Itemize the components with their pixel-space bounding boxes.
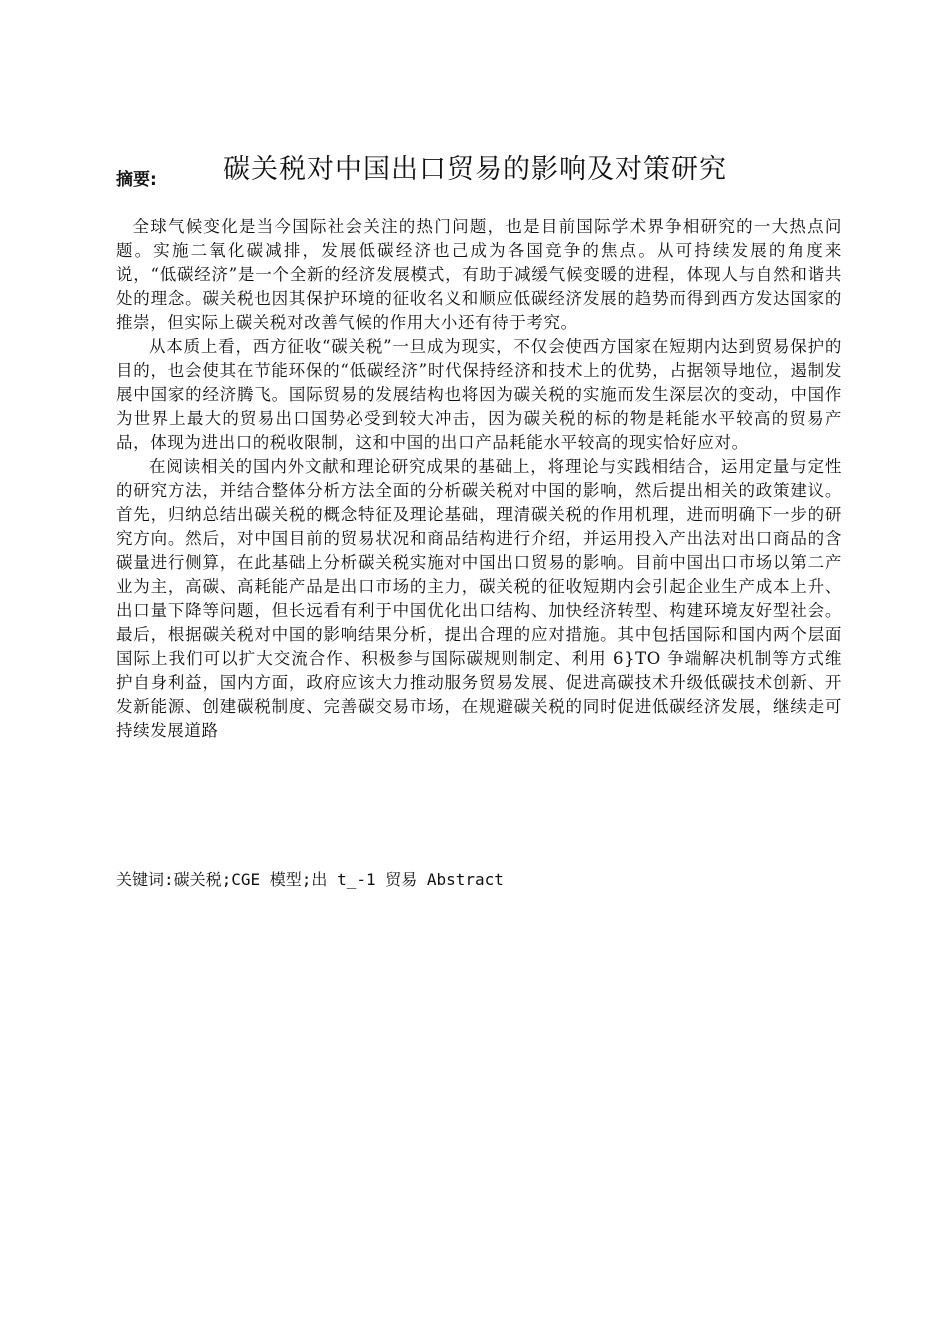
- abstract-paragraph-3: 在阅读相关的国内外文献和理论研究成果的基础上，将理论与实践相结合，运用定量与定性的研究方法，并结合整体分析方法全面的分析碳关税对中国的影响，然后提出相关的政策建议。首先，归纳总结出碳关税的概念特征及理论基础，理清碳关税的作用机理，进而明确下一步的研究方向。然后，对中国目前的贸易状况和商品结构进行介绍，并运用投入产出法对出口商品的含碳量进行侧算，在此基础上分析碳关税实施对中国出口贸易的影响。目前中国出口市场以第二产业为主，高碳、高耗能产品是出口市场的主力，碳关税的征收短期内会引起企业生产成本上升、出口量下降等问题，但长远看有利于中国优化出口结构、加快经济转型、构建环境友好型社会。最后，根据碳关税对中国的影响结果分析，提出合理的应对措施。其中包括国际和国内两个层面国际上我们可以扩大交流合作、积极参与国际碳规则制定、利用 6}TO 争端解决机制等方式维护自身利益，国内方面，政府应该大力推动服务贸易发展、促进高碳技术升级低碳技术创新、开发新能源、创建碳税制度、完善碳交易市场，在规避碳关税的同时促进低碳经济发展，继续走可持续发展道路: [116, 457, 842, 740]
- keywords-line: 关键词:碳关税;CGE 模型;出 t_-1 贸易 Abstract: [116, 870, 504, 889]
- abstract-body: [116, 215, 842, 743]
- abstract-label: 摘要:: [116, 170, 157, 190]
- paper-title: 碳关税对中国出口贸易的影响及对策研究: [223, 154, 727, 185]
- abstract-paragraph-2: 从本质上看，西方征收“碳关税”一旦成为现实，不仅会使西方国家在短期内达到贸易保护的目的，也会使其在节能环保的“低碳经济”时代保持经济和技术上的优势，占据领导地位，遏制发展中国家的经济腾飞。国际贸易的发展结构也将因为碳关税的实施而发生深层次的变动，中国作为世界上最大的贸易出口国势必受到较大冲击，因为碳关税的标的物是耗能水平较高的贸易产品，体现为进出口的税收限制，这和中国的出口产品耗能水平较高的现实恰好应对。: [116, 337, 842, 452]
- abstract-paragraph-1: 全球气候变化是当今国际社会关注的热门问题，也是目前国际学术界争相研究的一大热点问题。实施二氧化碳减排，发展低碳经济也己成为各国竞争的焦点。从可持续发展的角度来说，“低碳经济”是一个全新的经济发展模式，有助于减缓气候变暖的进程，体现人与自然和谐共处的理念。碳关税也因其保护环境的征收名义和顺应低碳经济发展的趋势而得到西方发达国家的推崇，但实际上碳关税对改善气候的作用大小还有待于考究。: [116, 217, 842, 332]
